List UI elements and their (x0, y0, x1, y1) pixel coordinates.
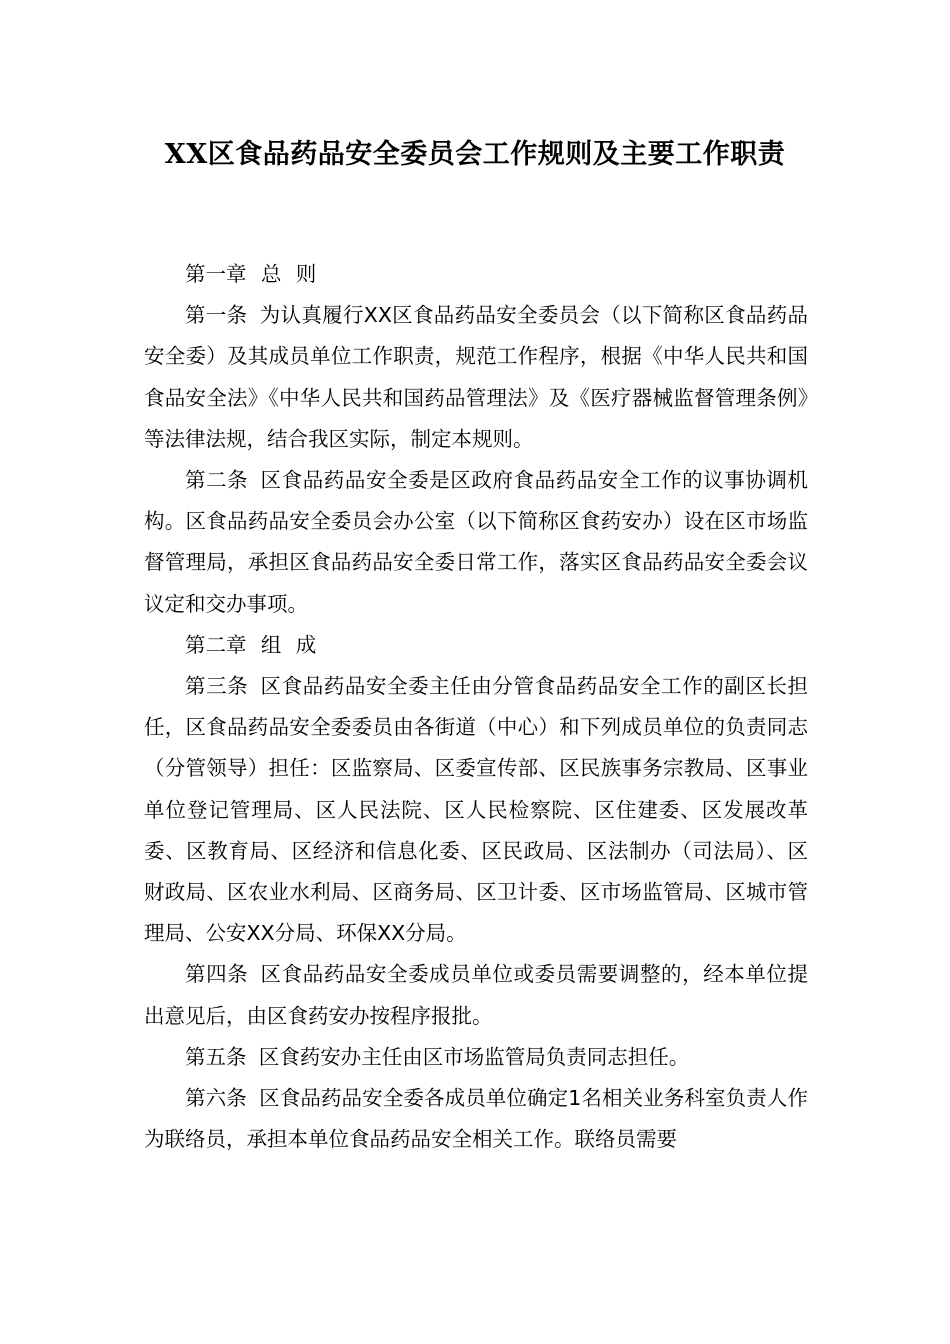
article-text: 为认真履行XX区食品药品安全委员会（以下简称区食品药品安全委）及其成员单位工作职责，规范工作程序，根据《中华人民共和国食品安全法》《中华人民共和国药品管理法》及《医疗器械监督管理条例》等法律法规，结合我区实际，制定本规则。 (144, 303, 809, 451)
article-label: 第六条 (185, 1086, 247, 1111)
article-text: 区食药安办主任由区市场监管局负责同志担任。 (258, 1044, 690, 1069)
chapter-name-part: 总 (260, 262, 282, 286)
article-paragraph (144, 1037, 808, 1078)
article-text: 区食品药品安全委是区政府食品药品安全工作的议事协调机构。区食品药品安全委员会办公室（以下简称区食药安办）设在区市场监督管理局，承担区食品药品安全委日常工作，落实区食品药品安全委会议议定和交办事项。 (144, 468, 809, 616)
chapter-label: 第一章 (185, 262, 247, 286)
article-label: 第二条 (185, 468, 249, 493)
article-text: 区食品药品安全委成员单位或委员需要调整的，经本单位提出意见后，由区食药安办按程序报批。 (144, 962, 809, 1028)
chapter-name-part: 组 (260, 632, 282, 657)
article-paragraph (144, 460, 808, 625)
article-paragraph (144, 954, 808, 1036)
chapter-label: 第二章 (185, 632, 247, 657)
article-paragraph (144, 1078, 808, 1160)
chapter-heading (144, 254, 808, 295)
article-text: 区食品药品安全委各成员单位确定1名相关业务科室负责人作为联络员，承担本单位食品药品安全相关工作。联络员需要 (144, 1086, 808, 1152)
article-text: 区食品药品安全委主任由分管食品药品安全工作的副区长担任，区食品药品安全委委员由各街道（中心）和下列成员单位的负责同志（分管领导）担任：区监察局、区委宣传部、区民族事务宗教局、区事业单位登记管理局、区人民法院、区人民检察院、区住建委、区发展改革委、区教育局、区经济和信息化委、区民政局、区法制办（司法局）、区财政局、区农业水利局、区商务局、区卫计委、区市场监管局、区城市管理局、公安XX分局、环保XX分局。 (144, 674, 809, 946)
article-label: 第四条 (185, 962, 249, 987)
article-paragraph (144, 666, 808, 954)
document-title: XX区食品药品安全委员会工作规则及主要工作职责 (164, 139, 786, 170)
article-label: 第五条 (185, 1044, 247, 1069)
chapter-name-part: 成 (295, 632, 317, 657)
article-label: 第一条 (185, 303, 248, 328)
chapter-heading (144, 625, 808, 666)
document-body (144, 254, 808, 1160)
article-label: 第三条 (185, 674, 249, 699)
article-paragraph (144, 295, 808, 460)
chapter-name-part: 则 (295, 262, 317, 286)
